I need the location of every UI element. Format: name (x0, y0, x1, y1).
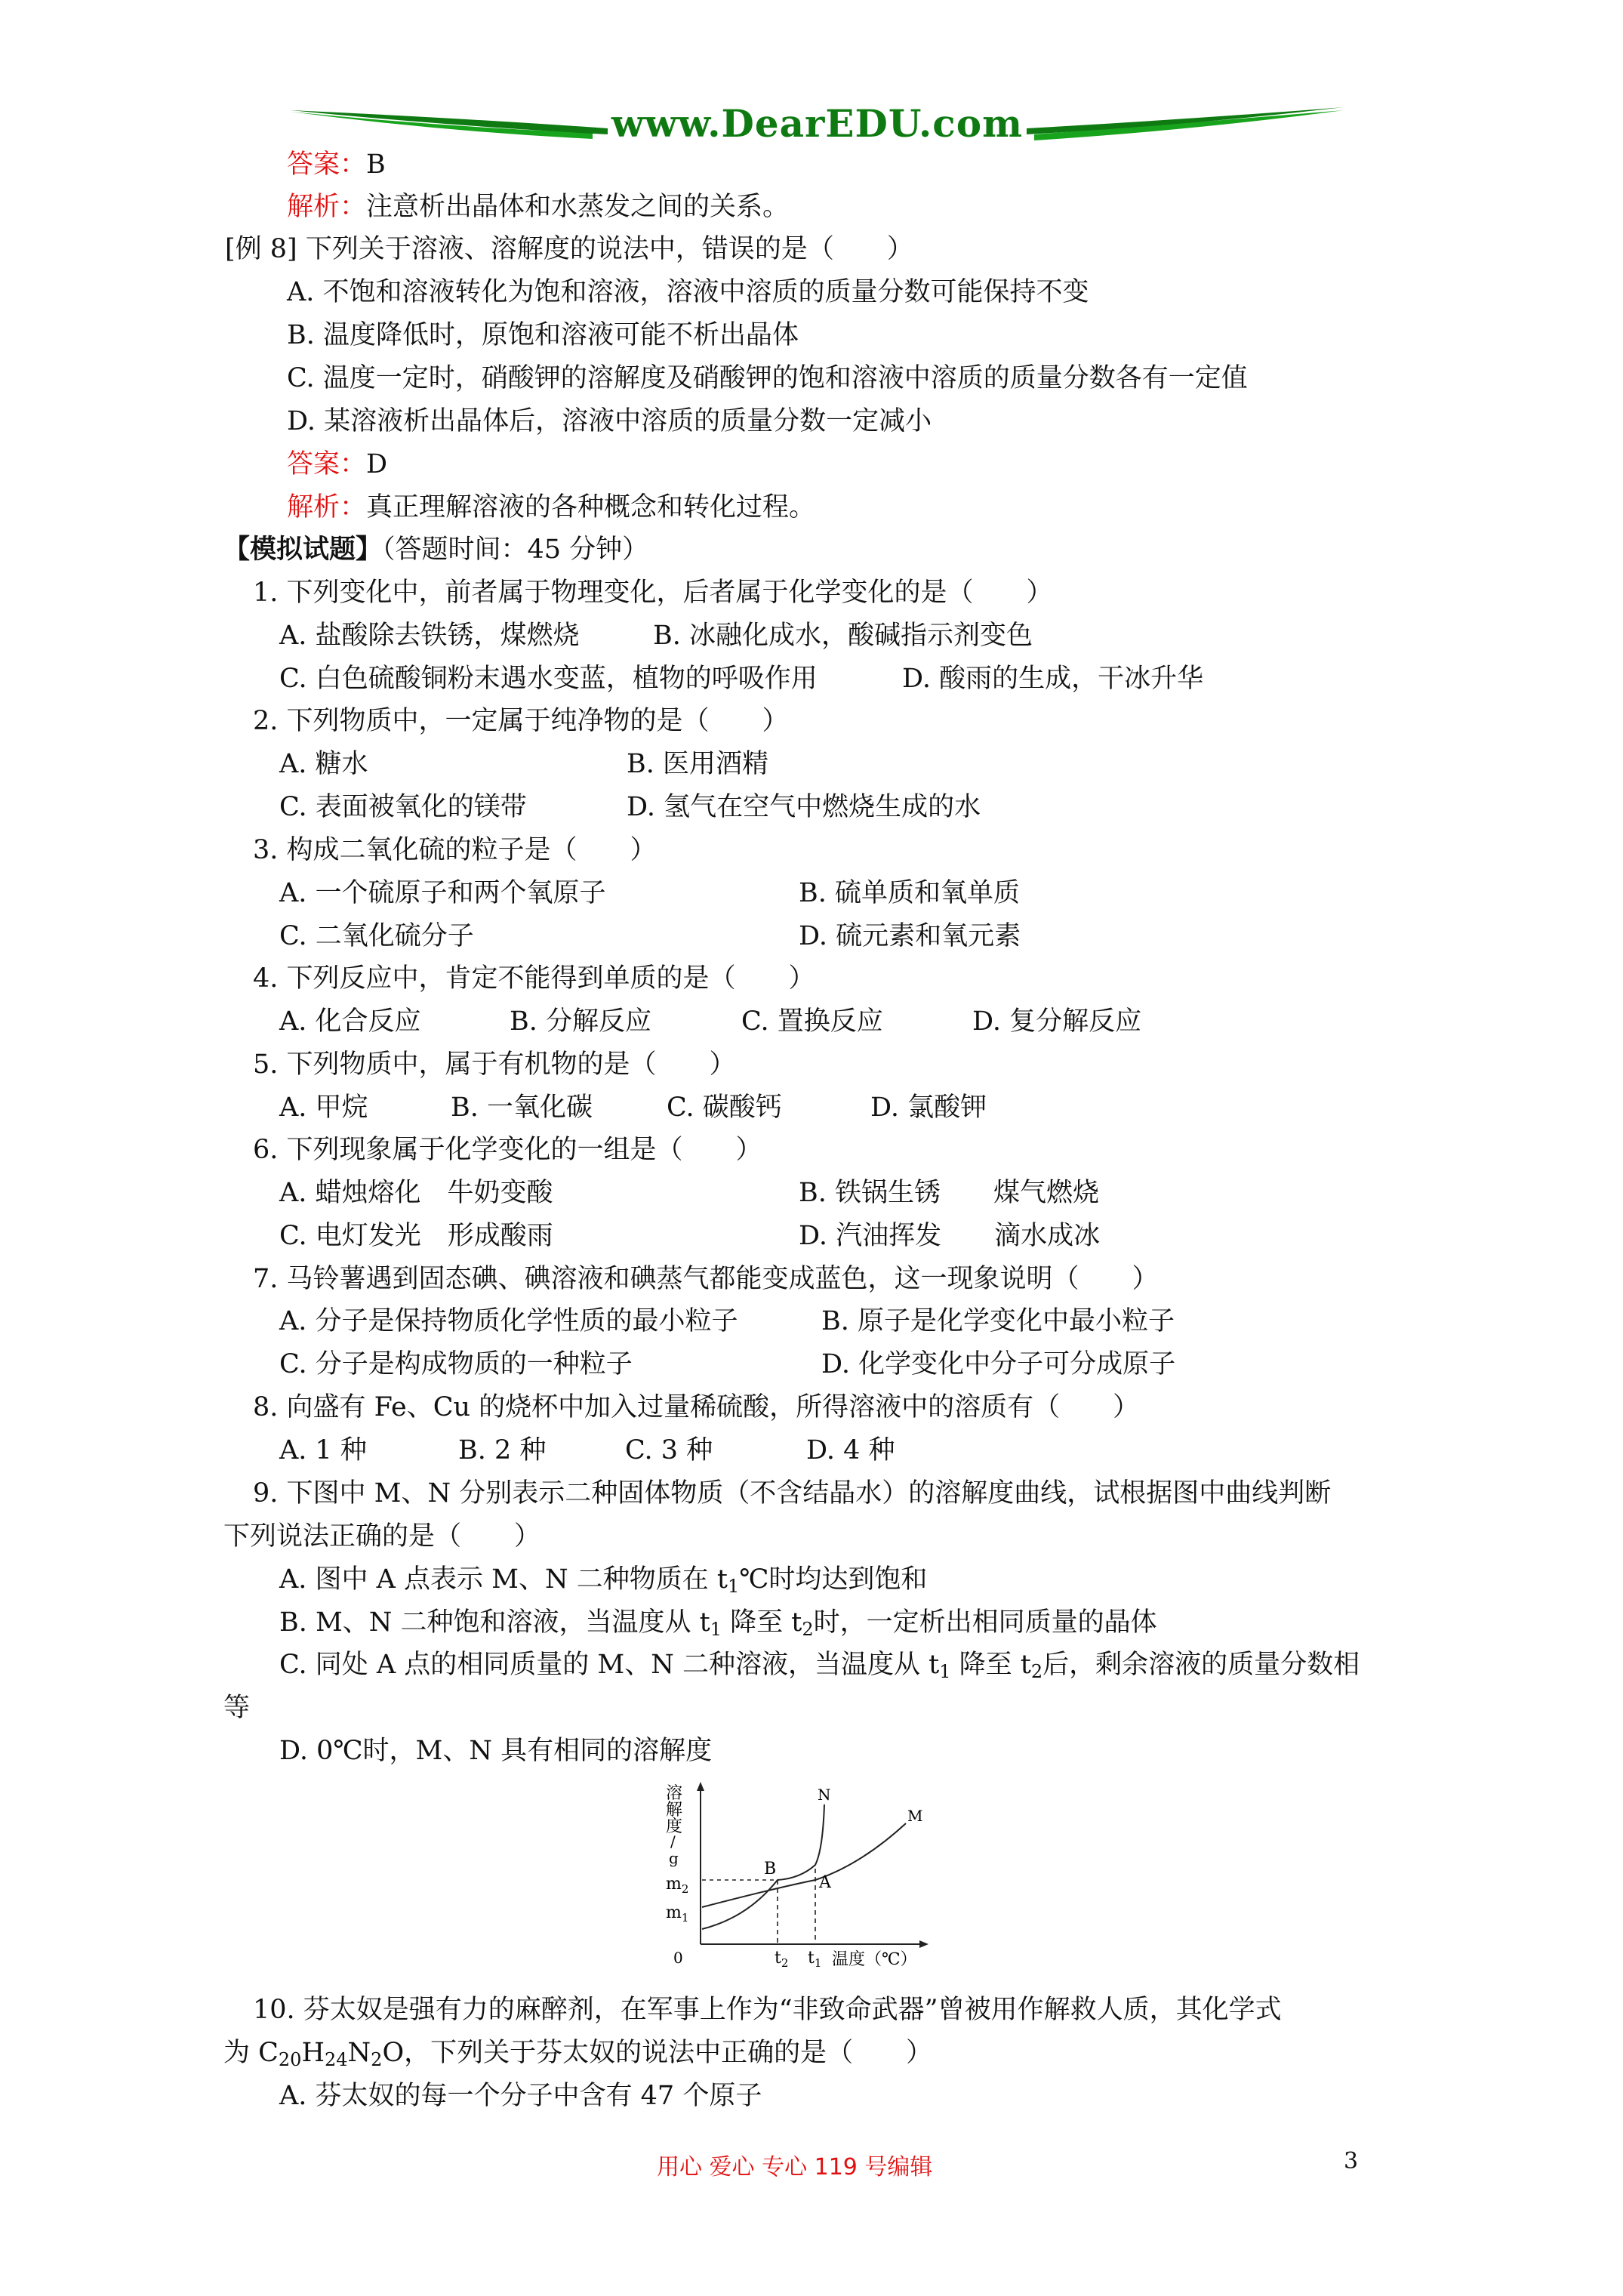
q8-option-a: A. 1 种 (279, 1435, 367, 1465)
q6-option-a: A. 蜡烛熔化 牛奶变酸 (279, 1178, 553, 1208)
q6-option-b: B. 铁锅生锈 煤气燃烧 (799, 1178, 1099, 1208)
example8-answer (287, 448, 387, 481)
point-label-b: B (764, 1860, 777, 1878)
example8-stem: [例 8] 下列关于溶液、溶解度的说法中，错误的是（ ） (225, 234, 913, 264)
q2-option-d: D. 氢气在空气中燃烧生成的水 (627, 792, 981, 822)
q7-stem: 7. 马铃薯遇到固态碘、碘溶液和碘蒸气都能变成蓝色，这一现象说明（ ） (253, 1264, 1159, 1294)
section-time: （答题时间：45 分钟） (382, 535, 649, 565)
q7-option-d: D. 化学变化中分子可分成原子 (821, 1349, 1176, 1379)
q10-formula-n: N (347, 2038, 371, 2068)
y-axis-label-char-5: g (669, 1849, 679, 1867)
q9-option-b (279, 1606, 1157, 1646)
q3-option-d: D. 硫元素和氧元素 (799, 921, 1021, 951)
q5-option-a: A. 甲烷 (279, 1093, 368, 1123)
curve-label-m: M (907, 1807, 923, 1825)
footer-text: 用心 爱心 专心 119 号编辑 (657, 2154, 933, 2180)
prev-analysis (287, 190, 789, 223)
q6-stem: 6. 下列现象属于化学变化的一组是（ ） (253, 1135, 762, 1165)
q3-option-c: C. 二氧化硫分子 (279, 921, 474, 951)
q4-option-b: B. 分解反应 (510, 1006, 651, 1037)
q8-option-b: B. 2 种 (458, 1435, 547, 1465)
tick-t2: $t_2$ (775, 1949, 789, 1970)
q10-stem-end: O，下列关于芬太奴的说法中正确的是（ ） (382, 2038, 933, 2068)
q3-option-b: B. 硫单质和氧单质 (799, 878, 1020, 908)
section-title: 【模拟试题】 (223, 534, 383, 565)
example8-option-a: A. 不饱和溶液转化为饱和溶液，溶液中溶质的质量分数可能保持不变 (287, 277, 1089, 307)
q7-option-a: A. 分子是保持物质化学性质的最小粒子 (279, 1306, 738, 1336)
q8-option-c: C. 3 种 (625, 1435, 713, 1465)
q9-option-d: D. 0℃时，M、N 具有相同的溶解度 (279, 1736, 713, 1766)
q9-b-text-end: 时，一定析出相同质量的晶体 (813, 1607, 1157, 1638)
page-number: 3 (1344, 2148, 1359, 2174)
q5-option-c: C. 碳酸钙 (667, 1093, 782, 1123)
q1-stem: 1. 下列变化中，前者属于物理变化，后者属于化学变化的是（ ） (253, 578, 1053, 608)
y-axis-arrow-icon (697, 1782, 704, 1791)
origin-label: 0 (673, 1949, 683, 1967)
q9-c-sub1: 1 (939, 1661, 951, 1682)
q1-option-c: C. 白色硫酸铜粉末遇水变蓝，植物的呼吸作用 (279, 664, 818, 694)
site-banner (291, 97, 1344, 157)
q9-a-text-end: ℃时均达到饱和 (739, 1564, 928, 1595)
tick-t1: $t_1$ (808, 1949, 822, 1970)
q10-sub-c: 20 (278, 2049, 302, 2070)
q1-option-d: D. 酸雨的生成，干冰升华 (902, 664, 1204, 694)
section-heading (223, 533, 648, 566)
prev-answer (287, 148, 386, 181)
q9-c-text-end: 后，剩余溶液的质量分数相 (1042, 1650, 1360, 1680)
q9-b-sub1: 1 (710, 1619, 722, 1640)
q7-option-c: C. 分子是构成物质的一种粒子 (279, 1349, 633, 1379)
q5-stem: 5. 下列物质中，属于有机物的是（ ） (253, 1049, 736, 1080)
q9-b-text-mid: 降至 t (722, 1607, 802, 1638)
q2-stem: 2. 下列物质中，一定属于纯净物的是（ ） (253, 706, 789, 736)
y-axis-label-char-4: / (670, 1832, 676, 1851)
q4-option-a: A. 化合反应 (279, 1006, 421, 1037)
y-axis-label-char-1: 溶 (666, 1784, 683, 1803)
analysis-text: 注意析出晶体和水蒸发之间的关系。 (366, 192, 790, 222)
answer-label: 答案： (287, 149, 367, 180)
x-axis-label: 温度（℃） (832, 1950, 917, 1969)
q10-sub-n: 2 (371, 2049, 383, 2070)
q4-option-c: C. 置换反应 (741, 1006, 883, 1037)
q10-formula-h: H (301, 2038, 325, 2068)
answer-value: D (366, 449, 388, 479)
q9-a-sub: 1 (727, 1576, 740, 1597)
q10-stem-line1: 10. 芬太奴是强有力的麻醉剂，在军事上作为“非致命武器”曾被用作解救人质，其化学式 (253, 1995, 1282, 2025)
y-axis-label-char-3: 度 (666, 1817, 683, 1836)
q9-c-sub2: 2 (1030, 1661, 1043, 1682)
q3-stem: 3. 构成二氧化硫的粒子是（ ） (253, 835, 657, 865)
q4-option-d: D. 复分解反应 (972, 1006, 1142, 1037)
analysis-label: 解析： (287, 192, 367, 222)
q9-a-text: A. 图中 A 点表示 M、N 二种物质在 t (279, 1564, 728, 1595)
answer-label: 答案： (287, 449, 367, 479)
q10-formula-text: 为 C (223, 2038, 279, 2068)
q5-option-d: D. 氯酸钾 (870, 1093, 987, 1123)
tick-m1: $m_1$ (666, 1903, 689, 1925)
example8-option-c: C. 温度一定时，硝酸钾的溶解度及硝酸钾的饱和溶液中溶质的质量分数各有一定值 (287, 363, 1248, 393)
q9-stem-line1: 9. 下图中 M、N 分别表示二种固体物质（不含结晶水）的溶解度曲线，试根据图中曲线判断 (253, 1478, 1332, 1509)
q10-sub-h: 24 (324, 2049, 348, 2070)
q10-option-a: A. 芬太奴的每一个分子中含有 47 个原子 (279, 2081, 762, 2111)
solubility-curve-figure (664, 1782, 951, 1971)
example8-analysis (287, 491, 815, 524)
analysis-label: 解析： (287, 492, 367, 522)
site-logo-text: www.DearEDU.com (611, 101, 1023, 146)
y-axis-label-char-2: 解 (666, 1801, 683, 1820)
q2-option-a: A. 糖水 (279, 749, 368, 779)
curve-n (702, 1804, 824, 1929)
q7-option-b: B. 原子是化学变化中最小粒子 (821, 1306, 1175, 1336)
tick-m2: $m_2$ (666, 1875, 689, 1896)
q5-option-b: B. 一氧化碳 (451, 1093, 593, 1123)
q3-option-a: A. 一个硫原子和两个氧原子 (279, 878, 606, 908)
q10-stem-line2 (223, 2036, 932, 2076)
q9-c-text: C. 同处 A 点的相同质量的 M、N 二种溶液，当温度从 t (279, 1650, 940, 1680)
q9-option-c (279, 1648, 1360, 1688)
q6-option-c: C. 电灯发光 形成酸雨 (279, 1221, 553, 1251)
point-label-a: A (819, 1873, 831, 1892)
q1-option-b: B. 冰融化成水，酸碱指示剂变色 (653, 621, 1033, 651)
answer-value: B (366, 149, 386, 180)
q8-option-d: D. 4 种 (806, 1435, 895, 1465)
q2-option-b: B. 医用酒精 (627, 749, 768, 779)
analysis-text: 真正理解溶液的各种概念和转化过程。 (366, 492, 816, 522)
x-axis-arrow-icon (919, 1940, 929, 1948)
q9-option-a (279, 1563, 927, 1603)
q9-b-text: B. M、N 二种饱和溶液，当温度从 t (279, 1607, 710, 1638)
q9-option-c-cont: 等 (223, 1693, 251, 1723)
q6-option-d: D. 汽油挥发 滴水成冰 (799, 1221, 1101, 1251)
curve-label-n: N (818, 1786, 831, 1804)
q4-stem: 4. 下列反应中，肯定不能得到单质的是（ ） (253, 963, 815, 994)
example8-option-d: D. 某溶液析出晶体后，溶液中溶质的质量分数一定减小 (287, 406, 932, 436)
curve-m (702, 1823, 906, 1907)
example8-option-b: B. 温度降低时，原饱和溶液可能不析出晶体 (287, 320, 799, 350)
q1-option-a: A. 盐酸除去铁锈，煤燃烧 (279, 621, 580, 651)
q8-stem: 8. 向盛有 Fe、Cu 的烧杯中加入过量稀硫酸，所得溶液中的溶质有（ ） (253, 1392, 1140, 1422)
q9-b-sub2: 2 (802, 1619, 814, 1640)
q2-option-c: C. 表面被氧化的镁带 (279, 792, 527, 822)
q9-stem-line2: 下列说法正确的是（ ） (223, 1521, 541, 1552)
q9-c-text-mid: 降至 t (950, 1650, 1031, 1680)
